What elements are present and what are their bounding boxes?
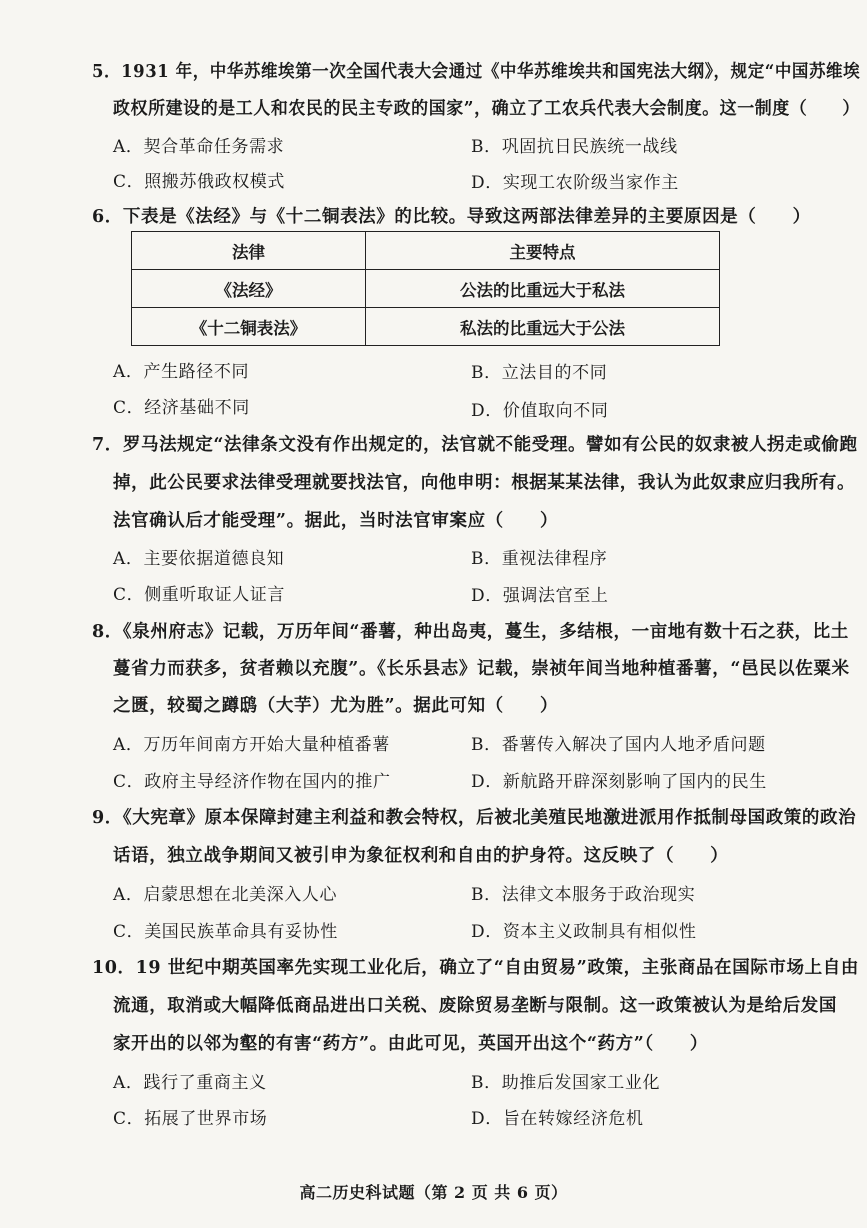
q9-option-b: B．法律文本服务于政治现实 (471, 885, 696, 905)
q7-stem-line3: 法官确认后才能受理”。据此，当时法官审案应（ ） (113, 511, 559, 531)
table-row (132, 270, 720, 308)
q8-stem-line3: 之匮，较蜀之蹲鸱（大芋）尤为胜”。据此可知（ ） (113, 696, 559, 716)
q6-option-c: C．经济基础不同 (113, 398, 250, 418)
q9-stem-line2: 话语，独立战争期间又被引申为象征权利和自由的护身符。这反映了（ ） (113, 846, 729, 866)
q5-option-a: A．契合革命任务需求 (113, 137, 285, 157)
q6-option-d: D．价值取向不同 (471, 401, 609, 421)
q8-stem-line2: 蔓省力而获多，贫者赖以充腹”。《长乐县志》记载，崇祯年间当地种植番薯，“邑民以佐粟米 (113, 659, 850, 679)
table-cell-law: 《法经》 (132, 270, 366, 308)
q9-option-c: C．美国民族革命具有妥协性 (113, 922, 338, 942)
table-header-law: 法律 (132, 232, 366, 270)
q7-option-a: A．主要依据道德良知 (113, 549, 285, 569)
q8-option-b: B．番薯传入解决了国内人地矛盾问题 (471, 735, 766, 755)
law-comparison-table (131, 231, 720, 346)
table-header-row (132, 232, 720, 270)
q5-stem-line1: 5．1931 年，中华苏维埃第一次全国代表大会通过《中华苏维埃共和国宪法大纲》，规定“中国苏维埃 (92, 62, 861, 82)
q10-stem-line1: 10．19 世纪中期英国率先实现工业化后，确立了“自由贸易”政策，主张商品在国际市场上自由 (92, 958, 859, 978)
q5-option-b: B．巩固抗日民族统一战线 (471, 137, 678, 157)
q5-option-d: D．实现工农阶级当家作主 (471, 173, 679, 193)
q6-option-b: B．立法目的不同 (471, 363, 608, 383)
q10-option-a: A．践行了重商主义 (113, 1073, 267, 1093)
table-cell-law: 《十二铜表法》 (132, 308, 366, 346)
table-row (132, 308, 720, 346)
q7-option-b: B．重视法律程序 (471, 549, 608, 569)
q10-option-c: C．拓展了世界市场 (113, 1109, 268, 1129)
q9-option-a: A．启蒙思想在北美深入人心 (113, 885, 338, 905)
q8-option-d: D．新航路开辟深刻影响了国内的民生 (471, 772, 767, 792)
q9-option-d: D．资本主义政制具有相似性 (471, 922, 697, 942)
q7-option-d: D．强调法官至上 (471, 586, 609, 606)
table-cell-feature: 私法的比重远大于公法 (366, 308, 720, 346)
q7-stem-line1: 7．罗马法规定“法律条文没有作出规定的，法官就不能受理。譬如有公民的奴隶被人拐走或偷跑 (92, 435, 858, 455)
q10-stem-line3: 家开出的以邻为壑的有害“药方”。由此可见，英国开出这个“药方”（ ） (113, 1034, 709, 1054)
q10-option-d: D．旨在转嫁经济危机 (471, 1109, 644, 1129)
page-footer: 高二历史科试题（第 2 页 共 6 页） (299, 1183, 568, 1202)
q5-option-c: C．照搬苏俄政权模式 (113, 172, 286, 192)
q7-stem-line2: 掉，此公民要求法律受理就要找法官，向他申明：根据某某法律，我认为此奴隶应归我所有。 (113, 473, 856, 493)
q6-stem-line1: 6．下表是《法经》与《十二铜表法》的比较。导致这两部法律差异的主要原因是（ ） (92, 207, 811, 227)
q7-option-c: C．侧重听取证人证言 (113, 585, 286, 605)
q8-option-c: C．政府主导经济作物在国内的推广 (113, 772, 391, 792)
q8-stem-line1: 8．《泉州府志》记载，万历年间“番薯，种出岛夷，蔓生，多结根，一亩地有数十石之获，比土 (92, 622, 849, 642)
q10-stem-line2: 流通，取消或大幅降低商品进出口关税、废除贸易垄断与限制。这一政策被认为是给后发国 (113, 996, 837, 1016)
q9-stem-line1: 9．《大宪章》原本保障封建主利益和教会特权，后被北美殖民地激进派用作抵制母国政策的政治 (92, 808, 857, 828)
q10-option-b: B．助推后发国家工业化 (471, 1073, 661, 1093)
q6-option-a: A．产生路径不同 (113, 362, 250, 382)
q5-stem-line2: 政权所建设的是工人和农民的民主专政的国家”，确立了工农兵代表大会制度。这一制度（ ） (113, 99, 860, 119)
table-cell-feature: 公法的比重远大于私法 (366, 270, 720, 308)
table-header-features: 主要特点 (366, 232, 720, 270)
q8-option-a: A．万历年间南方开始大量种植番薯 (113, 735, 390, 755)
